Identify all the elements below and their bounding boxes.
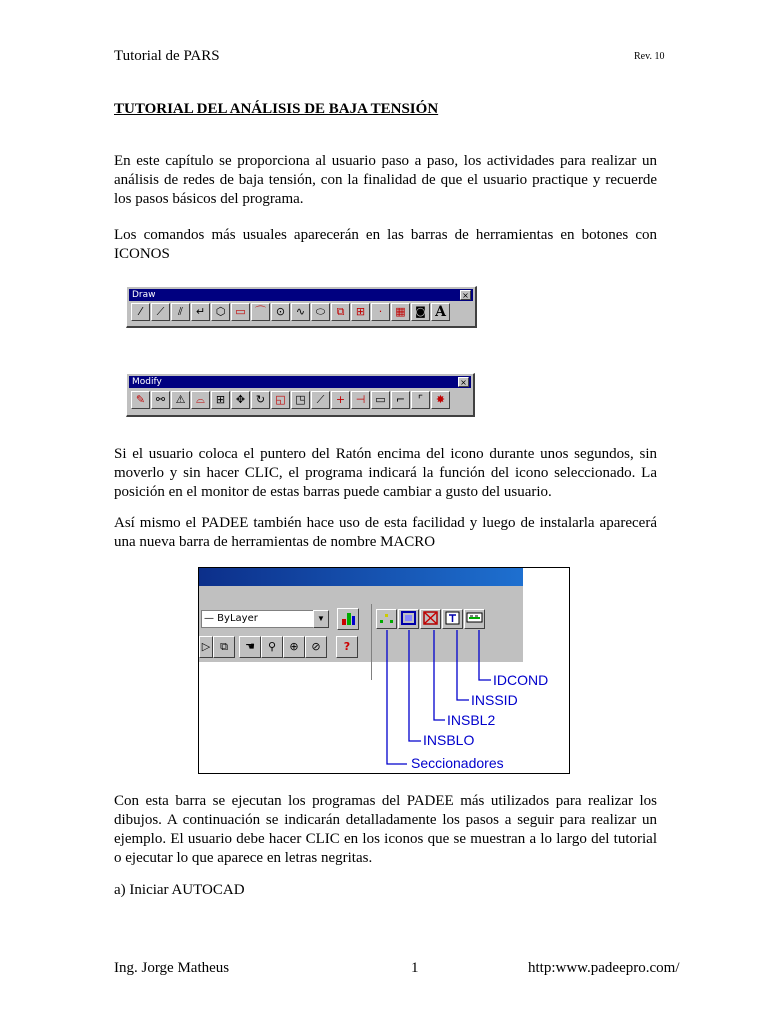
lengthen-icon[interactable]: ⟋ (311, 391, 330, 409)
help-icon[interactable]: ? (336, 636, 358, 658)
copy-icon[interactable]: ⚯ (151, 391, 170, 409)
zoom-previous-icon[interactable]: ⊘ (305, 636, 327, 658)
polyline-icon[interactable]: ↵ (191, 303, 210, 321)
polygon-icon[interactable]: ⬡ (211, 303, 230, 321)
close-icon[interactable]: × (460, 290, 471, 300)
modify-toolbar[interactable] (126, 373, 475, 417)
paragraph-tooltip: Si el usuario coloca el puntero del Ratón encima del icono durante unos segundos, sin moverlo y sin hacer CLIC, el programa indicará la función del icono seleccionado. La posición en el monitor de estas barras puede cambiar a gusto del usuario. (114, 446, 657, 500)
tool-icon[interactable]: ⧉ (213, 636, 235, 658)
ellipse-icon[interactable]: ⬭ (311, 303, 330, 321)
header-revision: Rev. 10 (634, 51, 665, 62)
point-icon[interactable]: · (371, 303, 390, 321)
trim-icon[interactable]: + (331, 391, 350, 409)
text-icon[interactable]: A (431, 303, 450, 321)
paragraph-commands: Los comandos más usuales aparecerán en las barras de herramientas en botones con ICONOS (114, 227, 657, 262)
scale-icon[interactable]: ◱ (271, 391, 290, 409)
circle-icon[interactable]: ⊙ (271, 303, 290, 321)
draw-toolbar[interactable] (126, 286, 477, 328)
footer-author: Ing. Jorge Matheus (114, 960, 230, 976)
zoom-realtime-icon[interactable]: ⚲ (261, 636, 283, 658)
page-title: TUTORIAL DEL ANÁLISIS DE BAJA TENSIÓN (114, 101, 439, 117)
footer-website: http:www.padeepro.com/ (528, 960, 680, 976)
hatch-icon[interactable]: ▦ (391, 303, 410, 321)
construction-line-icon[interactable]: ⟋ (151, 303, 170, 321)
callout-lines (199, 568, 570, 774)
move-icon[interactable]: ✥ (231, 391, 250, 409)
paragraph-macro-usage: Con esta barra se ejecutan los programas del PADEE más utilizados para realizar los dibujos. A continuación se indicarán detalladamente los pasos a seguir para realizar un ejemplo. El usuario debe hacer CLIC en los iconos que se muestran a lo largo del tutorial o ejecutar lo que aparece en letras negritas. (114, 793, 657, 866)
macro-toolbar-figure (198, 567, 570, 774)
layer-dropdown[interactable]: — ByLayer (201, 610, 314, 628)
draw-toolbar-title: Draw (132, 290, 156, 300)
modify-toolbar-titlebar[interactable] (129, 376, 471, 388)
footer-page-number: 1 (411, 960, 419, 976)
insert-block-icon[interactable]: ⧉ (331, 303, 350, 321)
label-idcond: IDCOND (493, 672, 549, 688)
erase-icon[interactable]: ✎ (131, 391, 150, 409)
paragraph-padee: Así mismo el PADEE también hace uso de esta facilidad y luego de instalarla aparecerá una nueva barra de herramientas de nombre MACRO (114, 515, 657, 550)
label-insblo: INSBLO (423, 732, 475, 748)
draw-toolbar-buttons (131, 303, 451, 321)
explode-icon[interactable]: ✸ (431, 391, 450, 409)
modify-toolbar-title: Modify (132, 377, 162, 387)
arrow-icon[interactable]: ▷ (199, 636, 213, 658)
chevron-down-icon[interactable]: ▼ (313, 610, 329, 628)
line-icon[interactable]: ⁄ (131, 303, 150, 321)
mirror-icon[interactable]: ⚠ (171, 391, 190, 409)
extend-icon[interactable]: ⊣ (351, 391, 370, 409)
offset-icon[interactable]: ⌓ (191, 391, 210, 409)
pan-icon[interactable]: ☚ (239, 636, 261, 658)
header-title: Tutorial de PARS (114, 48, 220, 64)
rotate-icon[interactable]: ↻ (251, 391, 270, 409)
label-insbl2: INSBL2 (447, 712, 496, 728)
label-inssid: INSSID (471, 692, 518, 708)
arc-icon[interactable]: ⌒ (251, 303, 270, 321)
paragraph-intro: En este capítulo se proporciona al usuario paso a paso, los actividades para realizar un análisis de redes de baja tensión, con la finalidad de que el usuario practique y recuerde los pasos básicos del programa. (114, 153, 657, 207)
close-icon[interactable]: × (458, 377, 469, 387)
label-seccionadores: Seccionadores (411, 755, 504, 771)
fillet-icon[interactable]: ⌜ (411, 391, 430, 409)
rectangle-icon[interactable]: ▭ (231, 303, 250, 321)
array-icon[interactable]: ⊞ (211, 391, 230, 409)
break-icon[interactable]: ▭ (371, 391, 390, 409)
chamfer-icon[interactable]: ⌐ (391, 391, 410, 409)
step-start-autocad: a) Iniciar AUTOCAD (114, 882, 245, 898)
region-icon[interactable]: ◙ (411, 303, 430, 321)
spline-icon[interactable]: ∿ (291, 303, 310, 321)
stretch-icon[interactable]: ◳ (291, 391, 310, 409)
draw-toolbar-titlebar[interactable] (129, 289, 473, 301)
zoom-window-icon[interactable]: ⊕ (283, 636, 305, 658)
multiline-icon[interactable]: ⫽ (171, 303, 190, 321)
make-block-icon[interactable]: ⊞ (351, 303, 370, 321)
modify-toolbar-buttons (131, 391, 451, 409)
